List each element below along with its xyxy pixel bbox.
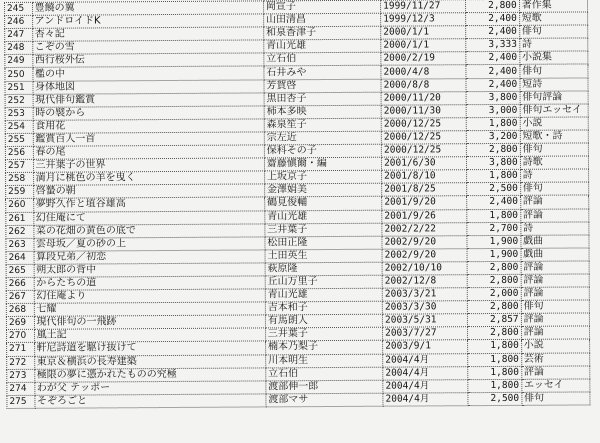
book-author: 青山光雄 bbox=[264, 39, 381, 53]
book-price: 1,900 bbox=[467, 235, 521, 248]
book-title: 檻の中 bbox=[32, 66, 263, 81]
row-number: 252 bbox=[5, 94, 33, 107]
publish-date: 2003/5/31 bbox=[382, 314, 467, 328]
book-title: 軒尼詩道を駆け抜けて bbox=[34, 341, 265, 356]
book-price: 2,400 bbox=[465, 52, 519, 65]
book-author: 丘山万里子 bbox=[265, 275, 382, 289]
book-author: 萩原隆 bbox=[265, 262, 382, 276]
row-number: 249 bbox=[5, 55, 33, 68]
book-author: 三井葉子 bbox=[265, 223, 382, 237]
book-genre: 俳句 bbox=[520, 182, 588, 196]
row-number: 258 bbox=[6, 173, 34, 186]
book-author: 柿本多映 bbox=[264, 105, 381, 119]
book-title: 啓蟄の朝 bbox=[33, 184, 264, 199]
book-genre: 俳句 bbox=[520, 64, 588, 78]
book-genre: 評論 bbox=[521, 326, 589, 340]
book-price: 2,800 bbox=[466, 143, 520, 156]
book-author: 上坂京子 bbox=[264, 170, 381, 184]
publish-date: 2000/2/19 bbox=[381, 52, 466, 66]
publish-date: 2004/4月 bbox=[383, 366, 468, 380]
row-number: 248 bbox=[5, 42, 33, 55]
book-genre: 詩 bbox=[520, 169, 588, 183]
book-author: 保科その子 bbox=[264, 144, 381, 158]
book-price: 2,800 bbox=[467, 301, 521, 314]
book-price: 3,333 bbox=[465, 39, 519, 52]
publish-date: 2003/7/27 bbox=[383, 327, 468, 341]
book-genre: 俳句エッセイ bbox=[520, 104, 588, 118]
row-number: 266 bbox=[6, 277, 34, 290]
book-price: 2,800 bbox=[467, 261, 521, 274]
row-number: 253 bbox=[5, 107, 33, 120]
book-genre: 戯曲 bbox=[521, 248, 589, 262]
book-genre: 短歌・詩 bbox=[520, 130, 588, 144]
row-number: 268 bbox=[6, 303, 34, 316]
book-genre: 評論 bbox=[520, 195, 588, 209]
book-author: 芳賀啓 bbox=[264, 79, 381, 93]
book-title: 西行桜外伝 bbox=[32, 53, 263, 68]
book-price: 3,000 bbox=[466, 104, 520, 117]
publish-date: 2001/9/26 bbox=[382, 209, 467, 223]
book-title: からたちの道 bbox=[34, 276, 265, 291]
book-price: 2,400 bbox=[466, 78, 520, 91]
publish-date: 2001/8/10 bbox=[382, 170, 467, 184]
book-author: 三井葉子 bbox=[265, 328, 382, 342]
book-price: 1,800 bbox=[467, 340, 521, 353]
book-ledger-table bbox=[4, 0, 590, 409]
row-number: 272 bbox=[7, 356, 35, 369]
book-title: 風土記 bbox=[34, 328, 265, 343]
publish-date: 2004/4月 bbox=[383, 379, 468, 393]
book-title: 現代俳句の一飛跡 bbox=[34, 315, 265, 330]
book-author: 黒田杏子 bbox=[264, 92, 381, 106]
row-number: 270 bbox=[7, 330, 35, 343]
row-number: 259 bbox=[6, 186, 34, 199]
publish-date: 2000/12/25 bbox=[381, 118, 466, 132]
publish-date: 2003/3/21 bbox=[382, 288, 467, 302]
book-author: 川本明生 bbox=[266, 354, 383, 368]
row-number: 262 bbox=[6, 225, 34, 238]
book-title: 豊饒の翼 bbox=[32, 1, 263, 16]
book-author: 土田英生 bbox=[265, 249, 382, 263]
row-number: 246 bbox=[5, 15, 33, 28]
publish-date: 2000/12/25 bbox=[381, 131, 466, 145]
book-title: 身体地図 bbox=[32, 79, 263, 94]
book-price: 2,500 bbox=[466, 183, 520, 196]
book-author: 立石伯 bbox=[264, 53, 381, 67]
book-title: 雲母坂／夏の砂の上 bbox=[33, 237, 264, 252]
publish-date: 2004/4月 bbox=[383, 392, 468, 406]
book-genre: 評論 bbox=[521, 287, 589, 301]
row-number: 275 bbox=[7, 395, 35, 408]
book-price: 1,800 bbox=[466, 209, 520, 222]
book-genre: 評論 bbox=[521, 274, 589, 288]
book-price: 2,800 bbox=[467, 327, 521, 340]
book-author: 岡宣子 bbox=[263, 0, 380, 14]
book-price: 3,800 bbox=[466, 91, 520, 104]
book-author: 楠本乃梨子 bbox=[265, 341, 382, 355]
book-title: 七耀 bbox=[34, 302, 265, 317]
row-number: 254 bbox=[5, 120, 33, 133]
book-title: 東京＆横浜の長寿建築 bbox=[34, 354, 265, 369]
book-author: 渡部マサ bbox=[266, 393, 383, 407]
book-title: 菜の花畑の黄色の底で bbox=[33, 224, 264, 239]
publish-date: 1999/11/27 bbox=[381, 0, 466, 13]
book-genre: 評論 bbox=[521, 313, 589, 327]
book-price: 2,800 bbox=[465, 0, 519, 13]
row-number: 260 bbox=[6, 199, 34, 212]
row-number: 256 bbox=[5, 146, 33, 159]
publish-date: 2004/4月 bbox=[383, 353, 468, 367]
book-genre: 小説 bbox=[521, 339, 589, 353]
book-author: 松田正隆 bbox=[265, 236, 382, 250]
table-row bbox=[7, 392, 590, 409]
book-genre: 俳句 bbox=[521, 300, 589, 314]
book-author: 青山光雄 bbox=[265, 210, 382, 224]
book-price: 2,800 bbox=[467, 274, 521, 287]
book-title: 幻住庵より bbox=[34, 289, 265, 304]
publish-date: 2000/11/20 bbox=[381, 91, 466, 105]
publish-date: 2000/4/8 bbox=[381, 65, 466, 79]
book-title: わが父 テッポー bbox=[34, 381, 265, 396]
publish-date: 2000/11/30 bbox=[381, 104, 466, 118]
book-genre: 戯曲 bbox=[521, 235, 589, 249]
book-price: 2,400 bbox=[465, 12, 519, 25]
book-genre: 詩 bbox=[519, 38, 587, 52]
book-genre: 評論 bbox=[521, 366, 589, 380]
book-title: 鑑賞百人一首 bbox=[33, 132, 264, 147]
row-number: 274 bbox=[7, 382, 35, 395]
row-number: 261 bbox=[6, 212, 34, 225]
book-price: 1,800 bbox=[466, 117, 520, 130]
book-price: 2,000 bbox=[467, 287, 521, 300]
book-price: 2,500 bbox=[468, 392, 522, 405]
publish-date: 2002/9/20 bbox=[382, 248, 467, 262]
book-genre: 著作集 bbox=[519, 0, 587, 12]
book-author: 吉本和子 bbox=[265, 301, 382, 315]
row-number: 247 bbox=[5, 29, 33, 42]
book-title: そぞろごと bbox=[34, 394, 265, 409]
publish-date: 2003/3/30 bbox=[382, 301, 467, 315]
book-genre: 小説集 bbox=[520, 51, 588, 65]
ledger-body bbox=[5, 0, 590, 408]
book-author: 青山光雄 bbox=[265, 288, 382, 302]
book-title: 幻住庵にて bbox=[33, 210, 264, 225]
book-author: 鶴見俊輔 bbox=[265, 197, 382, 211]
book-genre: 詩歌 bbox=[520, 156, 588, 170]
book-price: 3,800 bbox=[466, 156, 520, 169]
book-price: 1,800 bbox=[467, 353, 521, 366]
book-author: 立石伯 bbox=[266, 367, 383, 381]
book-author: 金澤娟美 bbox=[264, 184, 381, 198]
book-author: 森泉笙子 bbox=[264, 118, 381, 132]
book-genre: 俳句 bbox=[520, 143, 588, 157]
book-price: 2,857 bbox=[467, 314, 521, 327]
book-author: 齋藤愼爾・編 bbox=[264, 157, 381, 171]
book-genre: 短歌 bbox=[519, 12, 587, 26]
publish-date: 2001/6/30 bbox=[382, 157, 467, 171]
row-number: 251 bbox=[5, 81, 33, 94]
book-author: 山田清昌 bbox=[263, 13, 380, 27]
book-price: 1,800 bbox=[467, 366, 521, 379]
row-number: 257 bbox=[5, 159, 33, 172]
book-genre: 詩 bbox=[521, 222, 589, 236]
book-author: 渡部伸一郎 bbox=[266, 380, 383, 394]
book-title: 算段兄弟／初恋 bbox=[34, 250, 265, 265]
row-number: 263 bbox=[6, 238, 34, 251]
book-author: 石井みや bbox=[264, 66, 381, 80]
row-number: 269 bbox=[6, 317, 34, 330]
book-genre: 俳句 bbox=[519, 25, 587, 39]
book-title: 朔太郎の背中 bbox=[34, 263, 265, 278]
row-number: 273 bbox=[7, 369, 35, 382]
book-price: 1,800 bbox=[466, 170, 520, 183]
book-author: 有馬朗人 bbox=[265, 314, 382, 328]
row-number: 250 bbox=[5, 68, 33, 81]
book-price: 1,800 bbox=[467, 379, 521, 392]
book-title: 極限の夢に憑かれたものの究極 bbox=[34, 368, 265, 383]
row-number: 271 bbox=[7, 343, 35, 356]
book-genre: 評論 bbox=[520, 208, 588, 222]
row-number: 245 bbox=[5, 2, 33, 15]
publish-date: 2001/9/20 bbox=[382, 196, 467, 210]
publish-date: 2002/9/20 bbox=[382, 235, 467, 249]
publish-date: 2003/9/1 bbox=[383, 340, 468, 354]
book-price: 2,400 bbox=[466, 65, 520, 78]
book-price: 3,200 bbox=[466, 130, 520, 143]
book-genre: 俳句 bbox=[522, 392, 590, 406]
book-genre: 芸術 bbox=[521, 352, 589, 366]
publish-date: 2002/10/10 bbox=[382, 262, 467, 276]
book-price: 2,400 bbox=[466, 196, 520, 209]
book-author: 和泉香津子 bbox=[264, 26, 381, 40]
row-number: 267 bbox=[6, 290, 34, 303]
publish-date: 2000/1/1 bbox=[381, 39, 466, 53]
book-title: 夢野久作と埴谷雄高 bbox=[33, 197, 264, 212]
book-title: 食用花 bbox=[33, 119, 264, 134]
book-genre: 俳句評論 bbox=[520, 91, 588, 105]
book-title: 時の襞から bbox=[33, 106, 264, 121]
book-genre: 短詩 bbox=[520, 77, 588, 91]
book-title: こぞの雪 bbox=[32, 40, 263, 55]
book-price: 2,700 bbox=[467, 222, 521, 235]
row-number: 264 bbox=[6, 251, 34, 264]
book-genre: エッセイ bbox=[522, 379, 590, 393]
book-title: 春の尾 bbox=[33, 145, 264, 160]
book-price: 1,900 bbox=[467, 248, 521, 261]
publish-date: 1999/12/3 bbox=[381, 13, 466, 27]
book-title: 満月に桃色の羊を曳く bbox=[33, 171, 264, 186]
book-title: 現代俳句鑑賞 bbox=[33, 93, 264, 108]
publish-date: 2000/1/1 bbox=[381, 26, 466, 40]
book-author: 宗左近 bbox=[264, 131, 381, 145]
book-price: 2,400 bbox=[465, 26, 519, 39]
row-number: 255 bbox=[5, 133, 33, 146]
publish-date: 2002/12/8 bbox=[382, 275, 467, 289]
row-number: 265 bbox=[6, 264, 34, 277]
book-title: アンドロイドK bbox=[32, 14, 263, 29]
book-title: 杏々記 bbox=[32, 27, 263, 42]
publish-date: 2001/8/25 bbox=[382, 183, 467, 197]
book-title: 三井葉子の世界 bbox=[33, 158, 264, 173]
book-genre: 小説 bbox=[520, 117, 588, 131]
publish-date: 2002/2/22 bbox=[382, 222, 467, 236]
publish-date: 2000/8/8 bbox=[381, 78, 466, 92]
publish-date: 2000/12/25 bbox=[381, 144, 466, 158]
book-genre: 評論 bbox=[521, 261, 589, 275]
